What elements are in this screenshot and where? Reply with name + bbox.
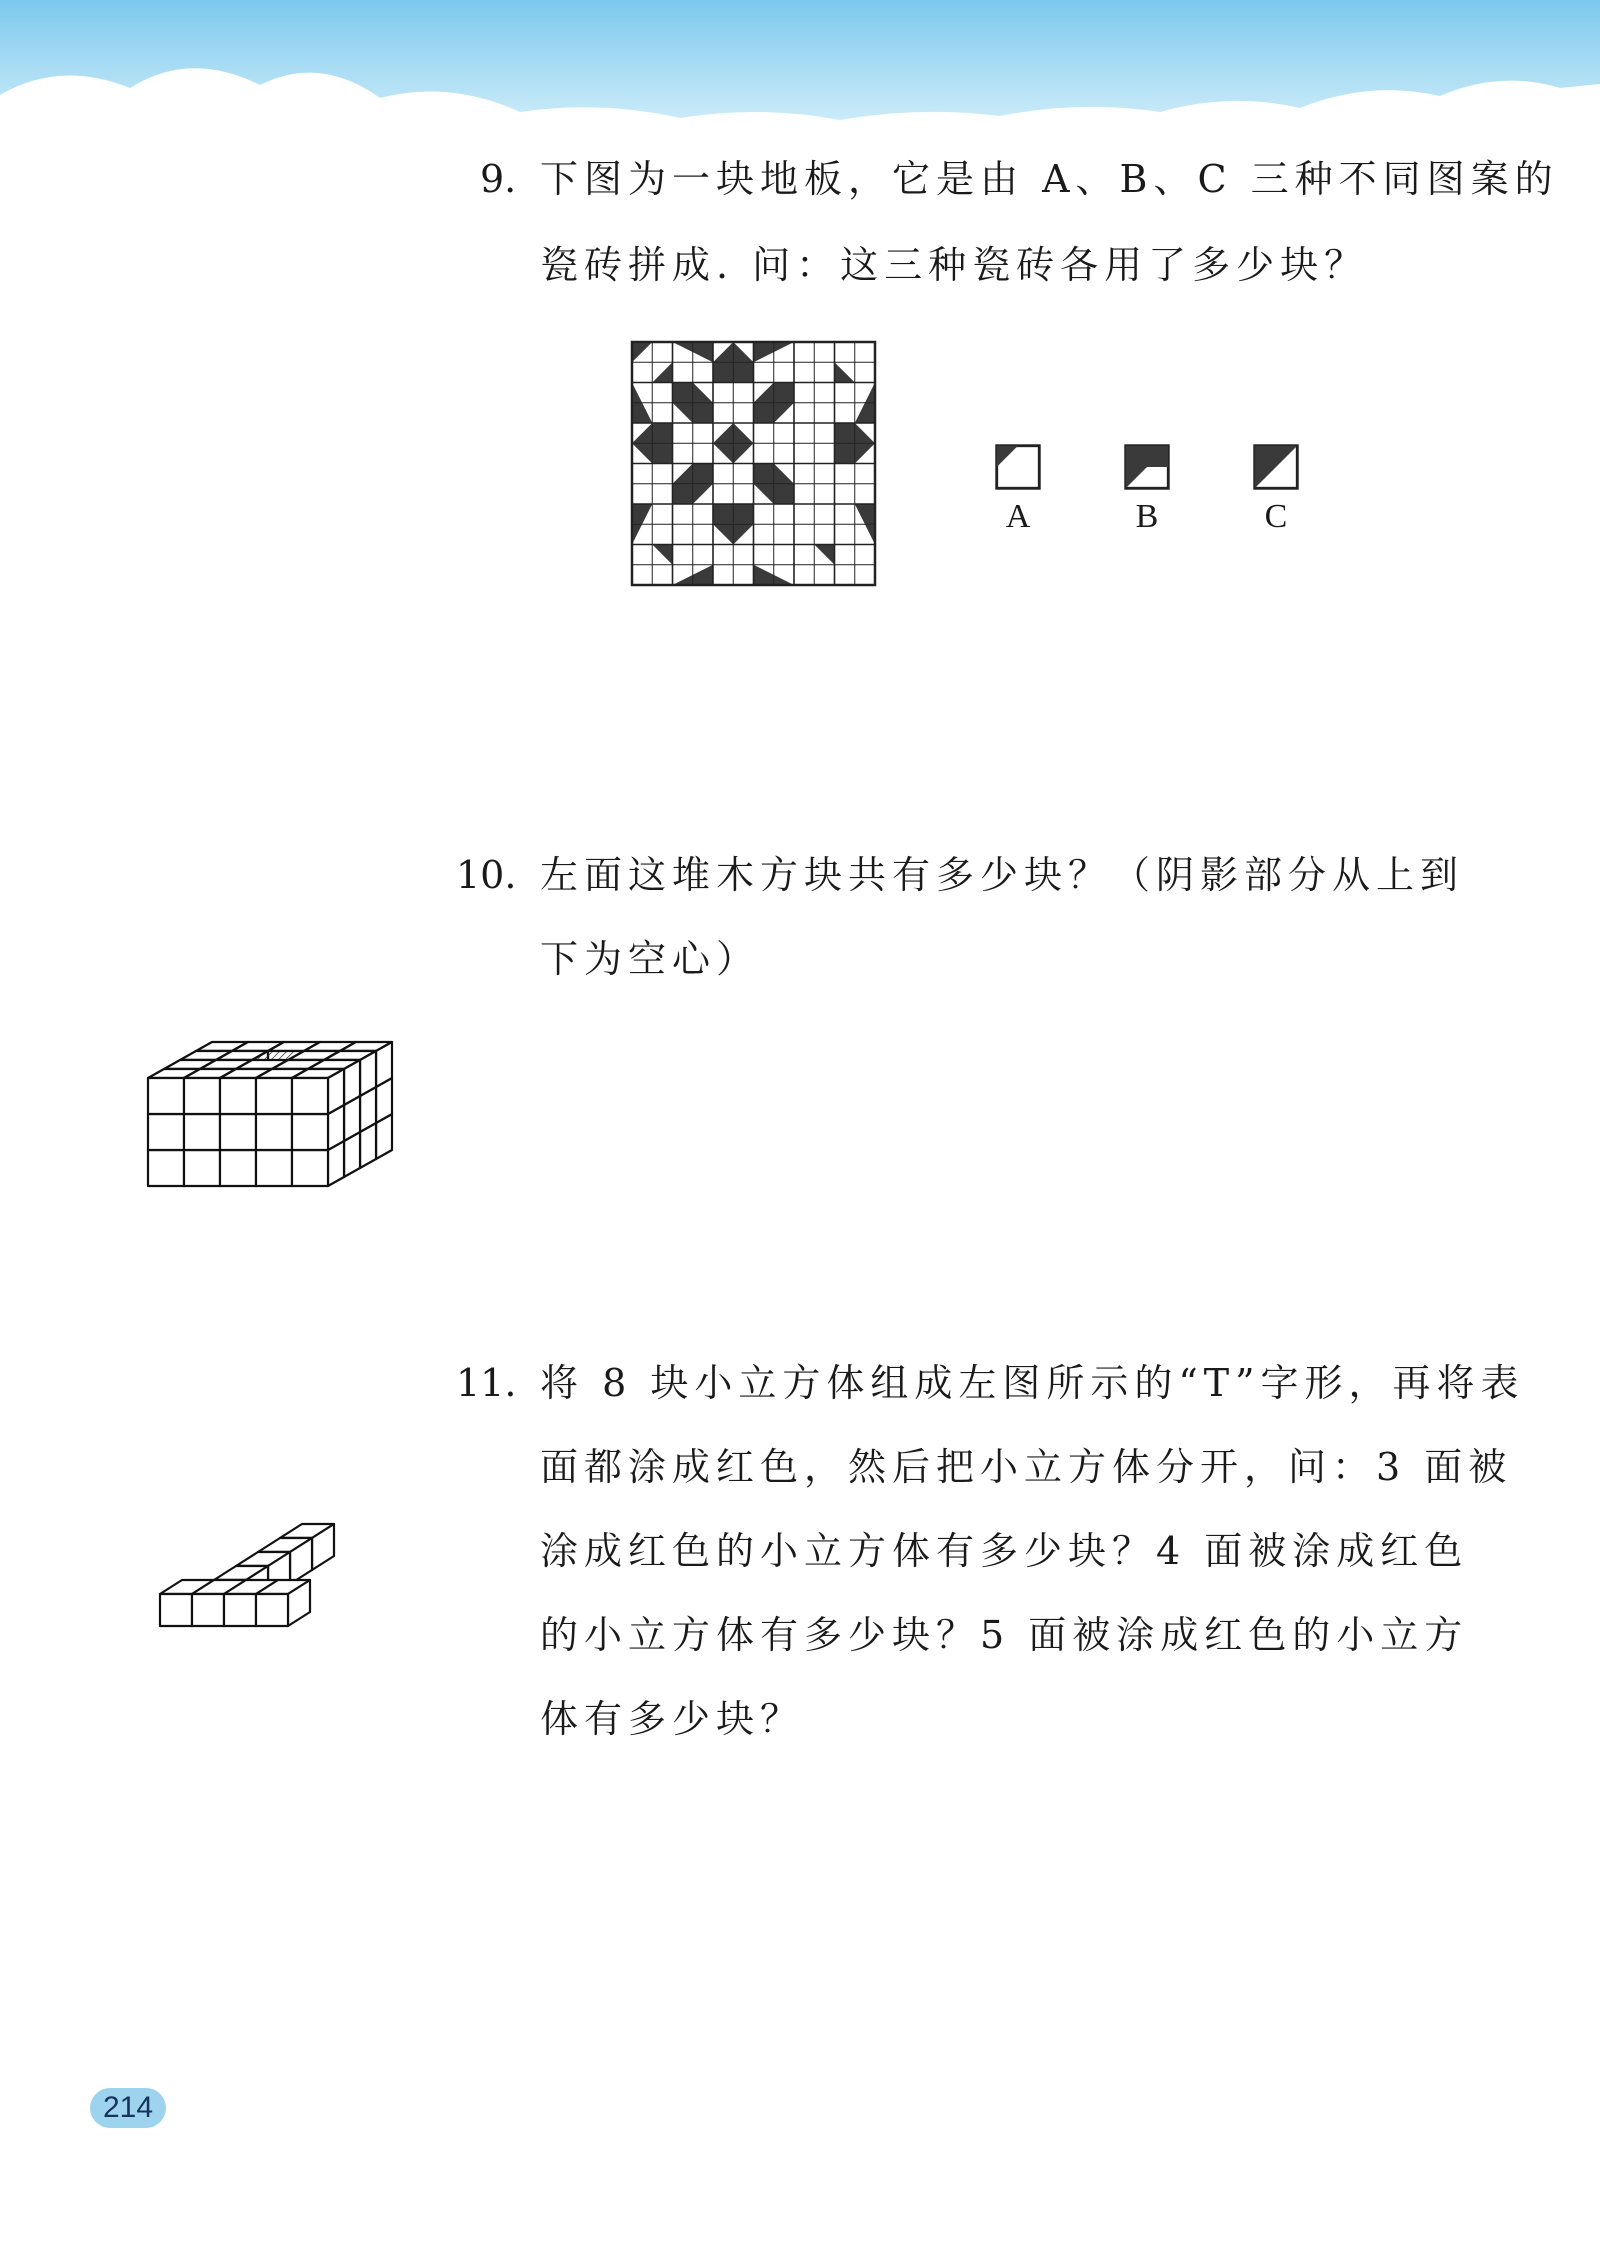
page-number: 214 xyxy=(102,2091,154,2124)
problem-text-line: 左面这堆木方块共有多少块？（阴影部分从上到 xyxy=(540,853,1465,897)
floor-dark-piece xyxy=(835,362,855,382)
t-shape-cube-face xyxy=(192,1594,224,1626)
stack-cube-face xyxy=(220,1150,256,1186)
stack-cube-face xyxy=(148,1114,184,1150)
problem-text-line: 的小立方体有多少块？5 面被涂成红色的小立方 xyxy=(540,1613,1469,1657)
stack-cube-face xyxy=(376,1042,392,1087)
t-shape-cube-face xyxy=(224,1594,256,1626)
problem-text-line: 涂成红色的小立方体有多少块？4 面被涂成红色 xyxy=(540,1529,1469,1573)
problem-number: 9. xyxy=(480,157,517,201)
stack-cube-face xyxy=(148,1150,184,1186)
floor-dark-piece xyxy=(814,545,834,565)
floor-pattern-figure xyxy=(630,340,878,590)
stack-cube-face xyxy=(184,1078,220,1114)
stack-cube-face xyxy=(344,1060,360,1105)
stack-cube-face xyxy=(256,1150,292,1186)
problem-text-line: 瓷砖拼成. 问：这三种瓷砖各用了多少块？ xyxy=(540,243,1369,287)
problem-text-line: 面都涂成红色，然后把小立方体分开，问：3 面被 xyxy=(540,1445,1513,1489)
problem-text-line: 下为空心） xyxy=(540,937,761,981)
floor-dark-piece xyxy=(652,545,672,565)
stack-cube-face xyxy=(292,1150,328,1186)
stack-cube-face xyxy=(220,1078,256,1114)
cube-stack-figure xyxy=(140,950,440,1200)
t-shape-figure xyxy=(150,1450,400,1640)
t-shape-cube-face xyxy=(160,1594,192,1626)
floor-dark-piece xyxy=(632,342,652,362)
problem-number: 10. xyxy=(456,853,517,897)
sky-header-banner xyxy=(0,0,1600,140)
problem-number: 11. xyxy=(456,1361,517,1405)
stack-cube-face xyxy=(292,1078,328,1114)
stack-cube-face xyxy=(360,1051,376,1096)
tile-b-icon xyxy=(1124,444,1170,490)
stack-cube-face xyxy=(256,1114,292,1150)
tile-label-b: B xyxy=(1135,498,1159,535)
tile-label-c: C xyxy=(1264,498,1288,535)
tile-a-icon xyxy=(995,444,1041,490)
stack-cube-face xyxy=(184,1114,220,1150)
stack-cube-face xyxy=(148,1078,184,1114)
stack-cube-face xyxy=(256,1078,292,1114)
problem-text-line: 体有多少块？ xyxy=(540,1697,805,1741)
stack-cube-face xyxy=(220,1114,256,1150)
problem-text-line: 下图为一块地板，它是由 A、B、C 三种不同图案的 xyxy=(540,157,1559,201)
stack-cube-face xyxy=(328,1069,344,1114)
tile-c-icon xyxy=(1253,444,1299,490)
stack-cube-face xyxy=(184,1150,220,1186)
stack-cube-face xyxy=(292,1114,328,1150)
t-shape-cube-face xyxy=(256,1594,288,1626)
floor-dark-piece xyxy=(652,362,672,382)
tile-label-a: A xyxy=(1005,498,1031,535)
problem-text-line: 将 8 块小立方体组成左图所示的“T”字形，再将表 xyxy=(540,1361,1525,1405)
